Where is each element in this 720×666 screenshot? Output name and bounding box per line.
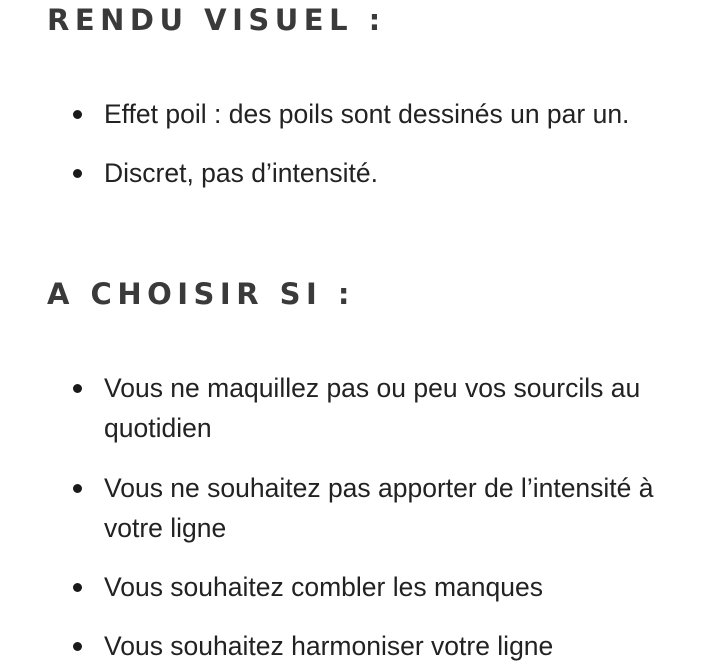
section-title-a-choisir-si: A CHOISIR SI : xyxy=(47,277,356,311)
bullet-icon xyxy=(73,110,82,119)
list-item-text: Vous ne souhaitez pas apporter de l’intensité à votre ligne xyxy=(104,473,654,543)
bullet-icon xyxy=(73,484,82,493)
bullet-icon xyxy=(73,384,82,393)
list-item-text: Effet poil : des poils sont dessinés un par un. xyxy=(104,99,630,129)
list-item-text: Vous ne maquillez pas ou peu vos sourcils au quotidien xyxy=(104,373,641,443)
section-title-rendu-visuel: RENDU VISUEL : xyxy=(47,3,386,37)
list-item-text: Vous souhaitez harmoniser votre ligne xyxy=(104,631,554,661)
bullet-icon xyxy=(73,583,82,592)
list-item-text: Vous souhaitez combler les manques xyxy=(104,572,543,602)
bullet-icon xyxy=(73,169,82,178)
bullet-icon xyxy=(73,642,82,651)
list-item-text: Discret, pas d’intensité. xyxy=(104,158,378,188)
